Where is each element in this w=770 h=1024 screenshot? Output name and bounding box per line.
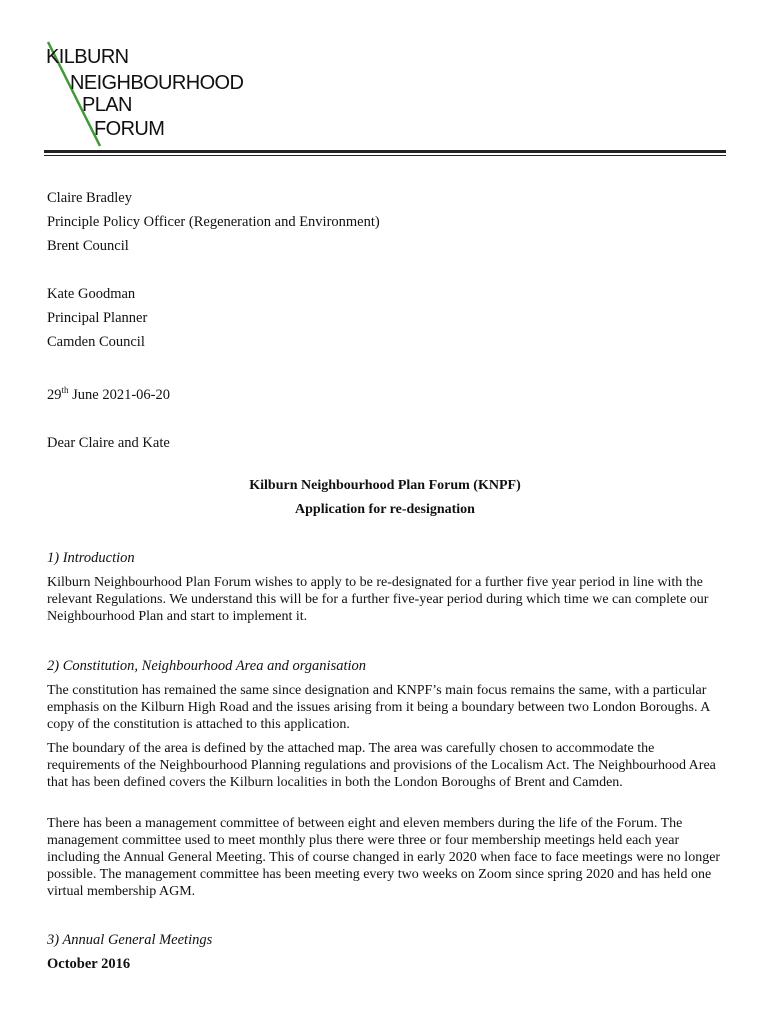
recipient-org: Camden Council [47,334,145,350]
letter-title: Kilburn Neighbourhood Plan Forum (KNPF) [249,478,521,493]
committee-paragraph: There has been a management committee of between eight and eleven members during the life of the Forum. The management committee used to meet monthly plus there were three or four membership meetings held each year including the Annual General Meeting. This of course changed in early 2020 when face to face meetings were no longer possible. The management committee has been meeting every two weeks on Zoom since spring 2020 and has held one virtual membership AGM. [47,816,721,899]
salutation: Dear Claire and Kate [47,434,170,451]
recipient-title: Principal Planner [47,310,148,326]
recipient-title: Principle Policy Officer (Regeneration and Environment) [47,214,380,230]
letter-subtitle: Application for re-designation [295,502,475,517]
section-heading-agm: 3) Annual General Meetings [47,932,213,948]
introduction-paragraph: Kilburn Neighbourhood Plan Forum wishes to apply to be re-designated for a further five year period in line with the relevant Regulations. We understand this will be for a further five-year period during which time we can complete our Neighbourhood Plan and start to implement it. [47,575,709,624]
letter-date [47,378,380,407]
logo-initial: P [82,94,95,116]
logo-initial: N [70,72,84,94]
forum-logo [44,40,244,150]
recipient-org: Brent Council [47,238,129,254]
date-rest: June 2021-06-20 [68,386,171,403]
agm-subheading: October 2016 [47,956,131,972]
logo-line-kilburn [46,46,129,68]
boundary-paragraph: The boundary of the area is defined by the attached map. The area was carefully chosen to accommodate the requirements of the Neighbourhood Planning regulations and provisions of the Localism Act. The Neighbourhood Area that has been defined covers the Kilburn localities in both the London Boroughs of Brent and Camden. [47,741,716,790]
recipient-name: Kate Goodman [47,286,136,302]
logo-word: ORUM [105,118,165,140]
date-day: 29 [47,386,62,403]
section-heading-introduction: 1) Introduction [47,550,135,566]
logo-word: EIGHBOURHOOD [83,72,244,94]
logo-word: ILBURN [58,46,129,68]
header-rule-thick [44,150,726,153]
logo-initial: K [46,46,59,68]
logo-word: LAN [94,94,132,116]
logo-line-plan [82,94,132,116]
logo-line-neighbourhood [70,72,243,94]
recipient-name: Claire Bradley [47,190,132,206]
header-rule-thin [44,155,726,156]
address-block [47,186,380,455]
logo-initial: F [94,118,106,140]
logo-line-forum [94,118,164,140]
constitution-paragraph: The constitution has remained the same since designation and KNPF’s main focus remains the same, with a particular emphasis on the Kilburn High Road and the issues arising from it being a boundary between two London Boroughs. A copy of the constitution is attached to this application. [47,683,710,732]
date-suffix: th [61,385,69,395]
section-heading-constitution: 2) Constitution, Neighbourhood Area and organisation [47,658,367,674]
